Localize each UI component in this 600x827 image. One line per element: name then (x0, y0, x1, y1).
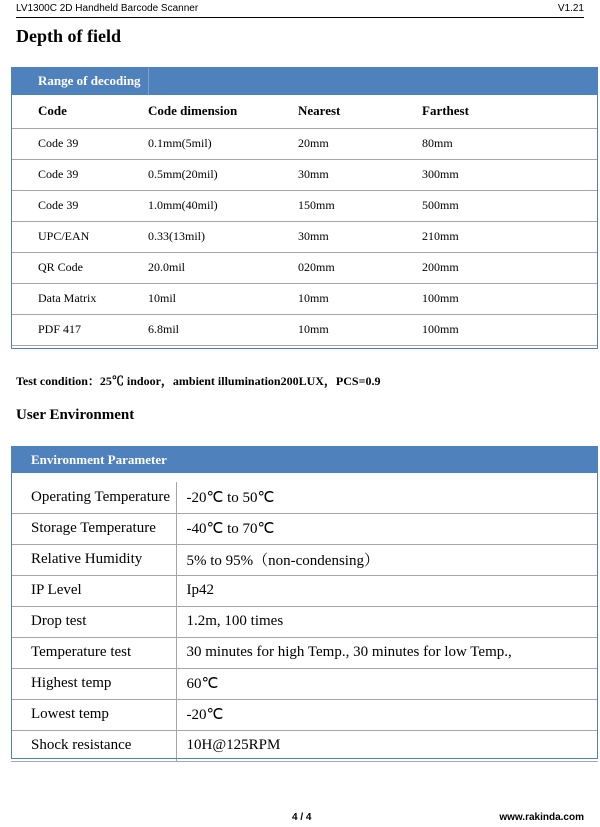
parameter-value: Ip42 (176, 575, 598, 606)
table-row (11, 575, 598, 606)
parameter-value: -20℃ (176, 699, 598, 730)
table-row (11, 544, 598, 575)
section-title-depth-of-field: Depth of field (16, 26, 121, 46)
table-cell: Code 39 (11, 190, 148, 221)
table-row (11, 513, 598, 544)
table-cell: 30mm (298, 159, 422, 190)
table-cell: 210mm (422, 221, 598, 252)
table-cell: 0.1mm(5mil) (148, 128, 298, 159)
parameter-name: Lowest temp (11, 699, 176, 730)
table-cell: 1.0mm(40mil) (148, 190, 298, 221)
document-title: LV1300C 2D Handheld Barcode Scanner (16, 3, 199, 14)
table-cell: 300mm (422, 159, 598, 190)
table-row (11, 252, 598, 283)
table-cell: 20mm (298, 128, 422, 159)
column-header: Farthest (422, 95, 598, 128)
parameter-value: 60℃ (176, 668, 598, 699)
bar-blank (148, 67, 598, 95)
environment-rows (11, 482, 598, 761)
table-cell: 20.0mil (148, 252, 298, 283)
parameter-value: 10H@125RPM (176, 730, 598, 761)
table-cell: UPC/EAN (11, 221, 148, 252)
table-row (11, 128, 598, 159)
parameter-value: -20℃ to 50℃ (176, 482, 598, 513)
environment-parameter-label: Environment Parameter (11, 446, 598, 473)
table-cell: 200mm (422, 252, 598, 283)
parameter-value: 5% to 95%（non-condensing） (176, 544, 598, 575)
table-cell: Code 39 (11, 128, 148, 159)
depth-of-field-table (11, 67, 598, 346)
table-spacer (11, 473, 598, 482)
table-bar-row (11, 67, 598, 95)
website-link: www.rakinda.com (499, 812, 584, 823)
table-cell: 020mm (298, 252, 422, 283)
table-bar-row (11, 446, 598, 473)
document-version: V1.21 (557, 3, 584, 14)
table-cell: 500mm (422, 190, 598, 221)
parameter-name: Temperature test (11, 637, 176, 668)
table-row (11, 730, 598, 761)
test-condition-note: Test condition：25℃ indoor，ambient illumination200LUX，PCS=0.9 (16, 374, 381, 388)
page-header (16, 0, 584, 18)
table-header-row (11, 95, 598, 128)
table-cell: 6.8mil (148, 314, 298, 345)
table-cell: PDF 417 (11, 314, 148, 345)
table-cell: 0.5mm(20mil) (148, 159, 298, 190)
table-row (11, 159, 598, 190)
table-row (11, 668, 598, 699)
parameter-name: Highest temp (11, 668, 176, 699)
parameter-name: Shock resistance (11, 730, 176, 761)
range-of-decoding-label: Range of decoding (11, 67, 148, 95)
column-header: Code dimension (148, 95, 298, 128)
environment-table (11, 446, 598, 762)
table-row (11, 699, 598, 730)
table-cell: 80mm (422, 128, 598, 159)
table-row (11, 221, 598, 252)
table-cell: 100mm (422, 283, 598, 314)
table-row (11, 482, 598, 513)
parameter-value: 30 minutes for high Temp., 30 minutes for low Temp., (176, 637, 598, 668)
table-row (11, 314, 598, 345)
table-row (11, 637, 598, 668)
table-row (11, 283, 598, 314)
parameter-name: Relative Humidity (11, 544, 176, 575)
depth-of-field-rows (11, 128, 598, 345)
column-header: Nearest (298, 95, 422, 128)
table-row (11, 606, 598, 637)
table-cell: 100mm (422, 314, 598, 345)
parameter-name: Operating Temperature (11, 482, 176, 513)
table-row (11, 190, 598, 221)
table-cell: 10mm (298, 314, 422, 345)
table-cell: QR Code (11, 252, 148, 283)
page-number: 4 / 4 (292, 812, 312, 823)
parameter-value: 1.2m, 100 times (176, 606, 598, 637)
table-cell: 0.33(13mil) (148, 221, 298, 252)
table-cell: Code 39 (11, 159, 148, 190)
table-cell: 30mm (298, 221, 422, 252)
table-cell: 10mm (298, 283, 422, 314)
parameter-value: -40℃ to 70℃ (176, 513, 598, 544)
section-title-user-environment: User Environment (16, 407, 135, 423)
parameter-name: IP Level (11, 575, 176, 606)
table-cell: 150mm (298, 190, 422, 221)
column-header: Code (11, 95, 148, 128)
table-cell: Data Matrix (11, 283, 148, 314)
parameter-name: Drop test (11, 606, 176, 637)
table-cell: 10mil (148, 283, 298, 314)
parameter-name: Storage Temperature (11, 513, 176, 544)
